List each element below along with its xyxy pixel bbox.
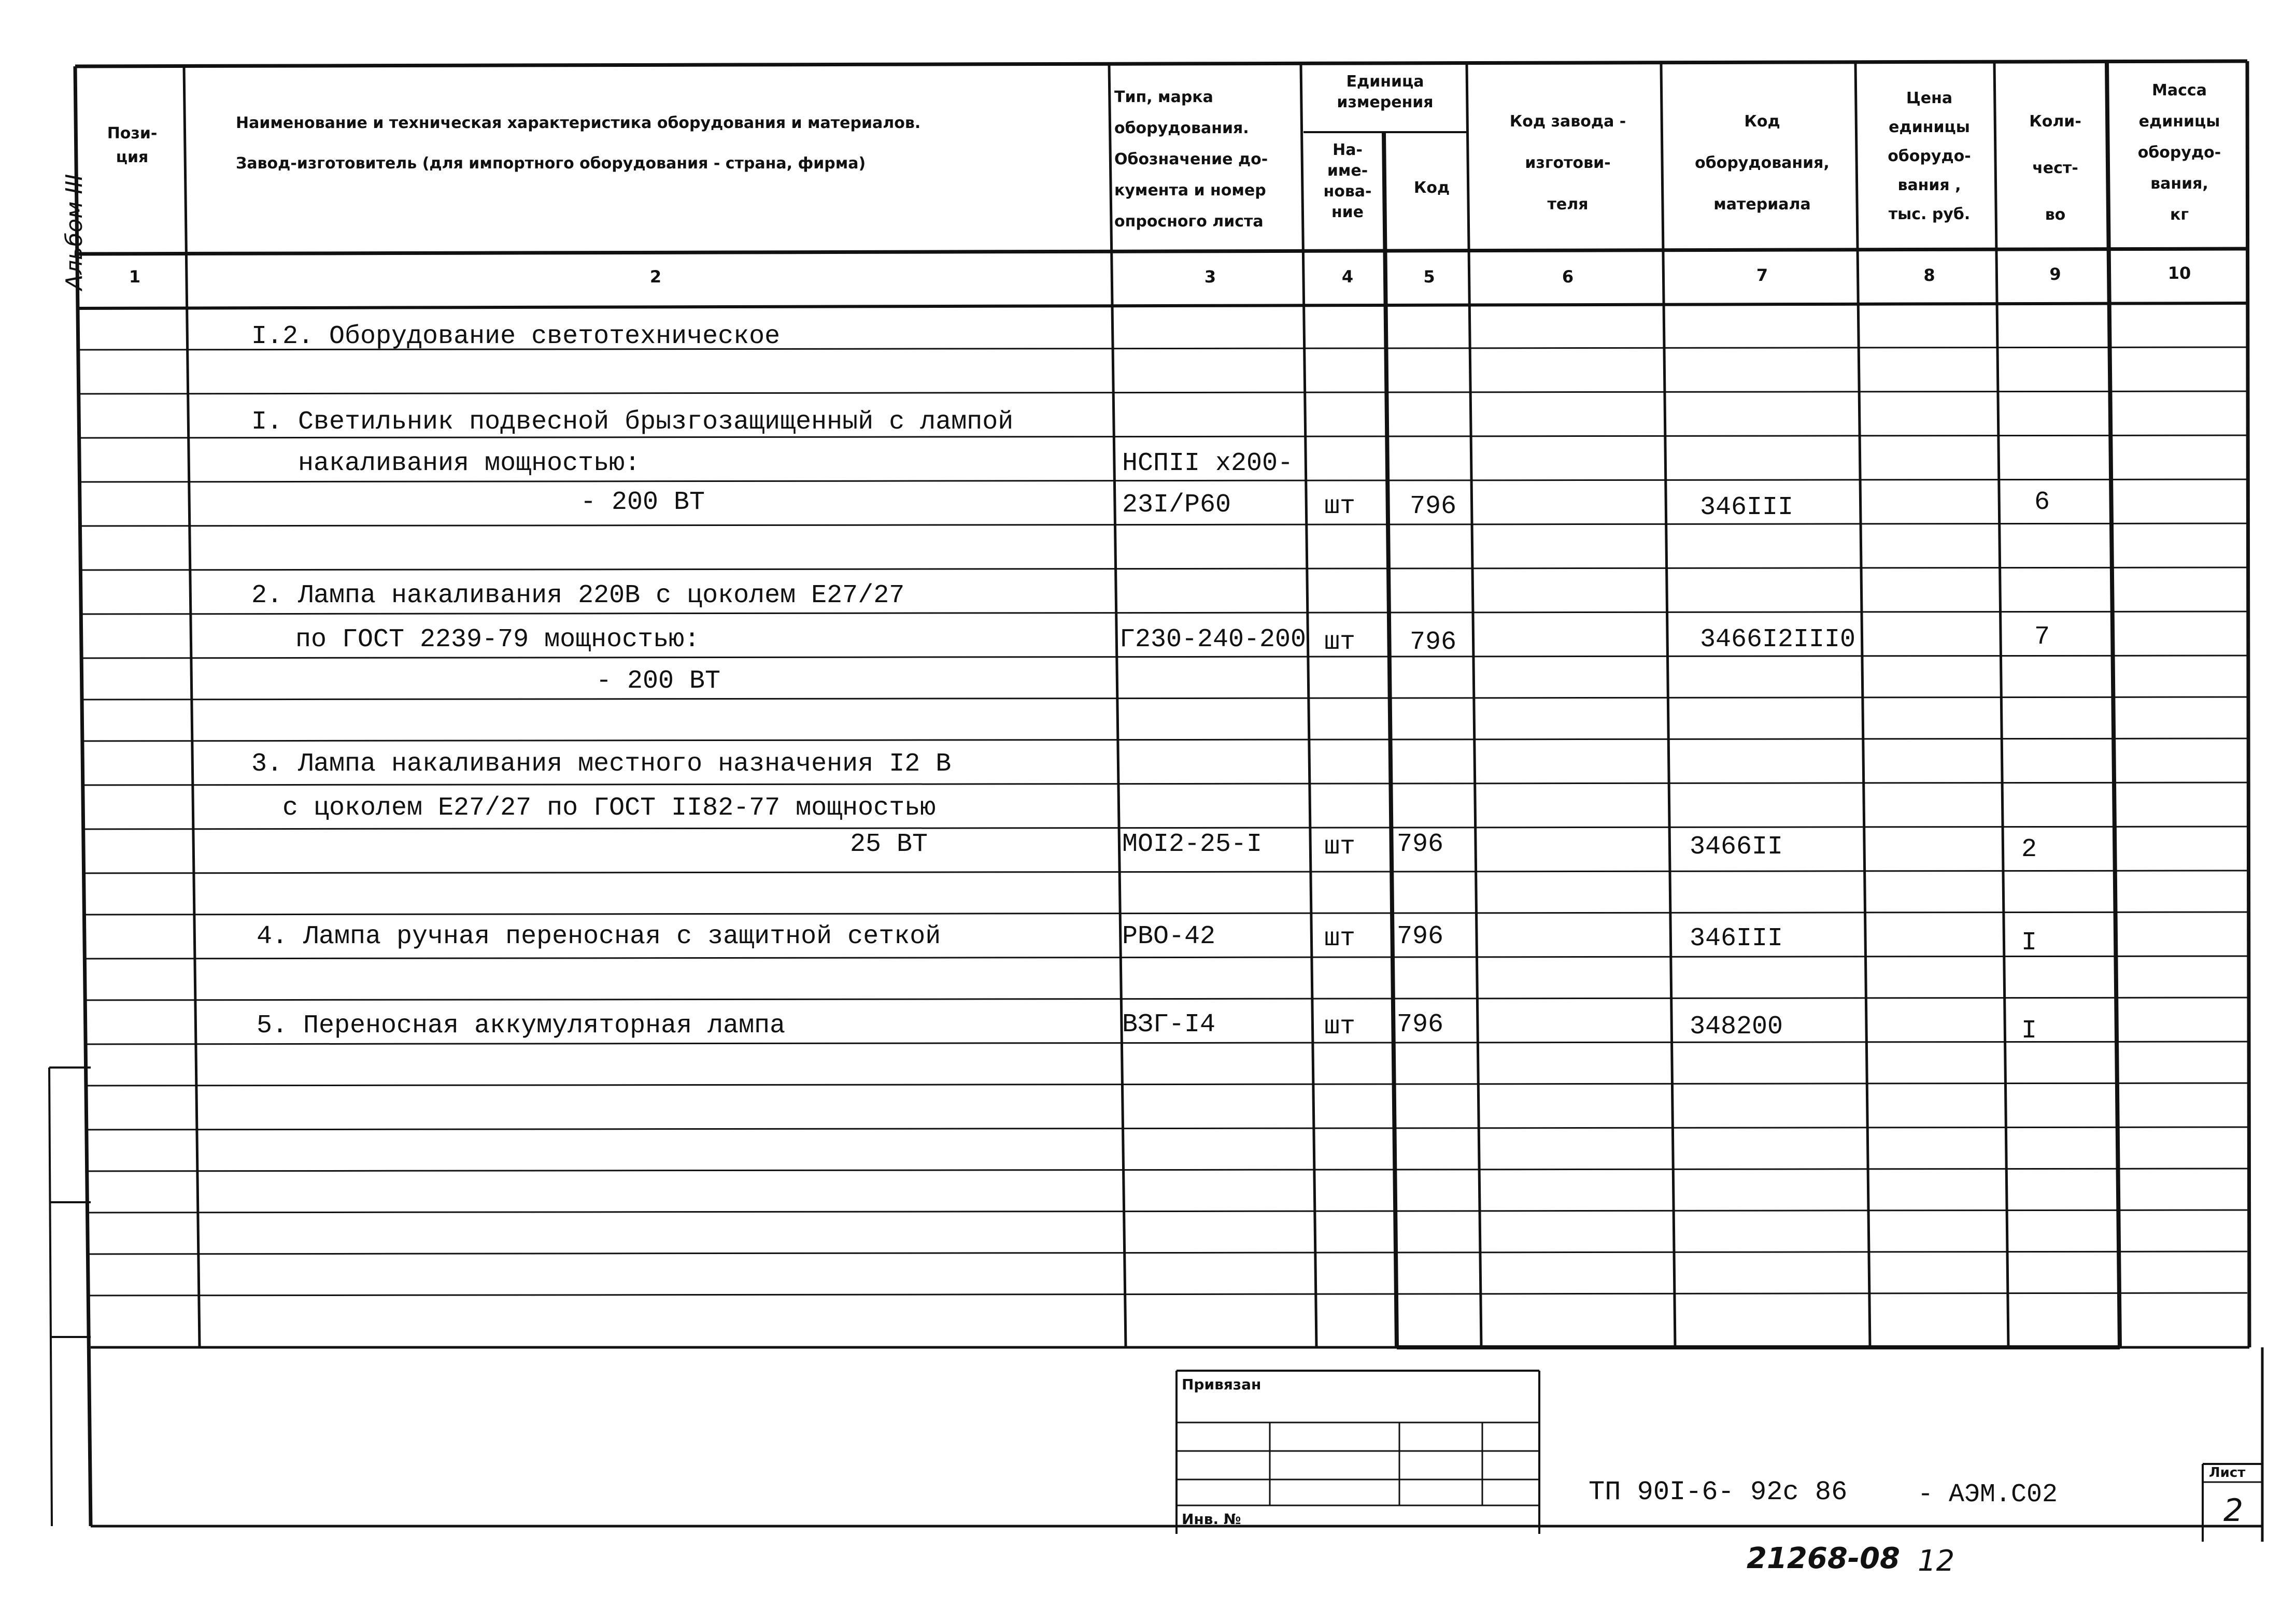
table-row-name: I. Светильник подвесной брызгозащищенный с лампой bbox=[251, 407, 1014, 437]
table-row-code: 796 bbox=[1397, 830, 1444, 859]
table-row-type: Г230-240-200 bbox=[1119, 625, 1307, 655]
table-row-name: 3. Лампа накаливания местного назначения I2 В bbox=[251, 749, 952, 779]
table-row-unit: шт bbox=[1324, 492, 1356, 521]
header-type: Тип, марка оборудования. Обозначение до- кумента и номер опросного листа bbox=[1114, 88, 1268, 231]
table-row-equip-code: 348200 bbox=[1690, 1012, 1783, 1042]
colnum-2: 2 bbox=[649, 267, 662, 287]
footer-archive-number: 21268-08 bbox=[1747, 1542, 1900, 1575]
table-row-code: 796 bbox=[1397, 922, 1444, 951]
side-note: Альбом III bbox=[61, 174, 88, 290]
stamp-attached: Привязан bbox=[1182, 1376, 1262, 1393]
table-row-unit: шт bbox=[1324, 924, 1356, 954]
colnum-8: 8 bbox=[1923, 265, 1935, 285]
table-row-unit: шт bbox=[1324, 832, 1356, 862]
table-row-name: по ГОСТ 2239-79 мощностью: bbox=[295, 625, 700, 655]
table-row-type: РВО-42 bbox=[1122, 922, 1216, 951]
table-row-name: 4. Лампа ручная переносная с защитной сеткой bbox=[257, 922, 941, 951]
table-row-name: - 200 ВТ bbox=[596, 666, 721, 696]
table-row-type: МОI2-25-I bbox=[1122, 830, 1263, 859]
stamp-sheet-label: Лист bbox=[2209, 1465, 2246, 1481]
table-row-name: 5. Переносная аккумуляторная лампа bbox=[257, 1011, 786, 1041]
colnum-9: 9 bbox=[2049, 264, 2061, 284]
colnum-3: 3 bbox=[1204, 267, 1216, 287]
header-unit-name: На- име- нова- ние bbox=[1323, 141, 1372, 221]
table-row-code: 796 bbox=[1410, 492, 1457, 521]
stamp-doc-code: ТП 90I-6- 92с 86 bbox=[1589, 1477, 1848, 1507]
stamp-doc-suffix: - АЭМ.С02 bbox=[1918, 1480, 2058, 1510]
header-unit-code: Код bbox=[1413, 179, 1450, 197]
table-row-type: НСПII х200- bbox=[1122, 449, 1294, 478]
table-row-equip-code: 346III bbox=[1700, 493, 1794, 522]
stamp-inv-no: Инв. № bbox=[1182, 1511, 1241, 1528]
table-row-qty: 2 bbox=[2021, 835, 2037, 864]
header-factory-code: Код завода - изготови- теля bbox=[1509, 112, 1626, 214]
table-row-type: 23I/Р60 bbox=[1122, 490, 1231, 520]
table-row-qty: I bbox=[2021, 928, 2037, 958]
colnum-4: 4 bbox=[1341, 267, 1354, 287]
section-title: I.2. Оборудование светотехническое bbox=[251, 322, 781, 351]
table-row-equip-code: 3466I2III0 bbox=[1700, 625, 1856, 655]
header-equipment-code: Код оборудования, материала bbox=[1695, 112, 1830, 214]
header-mass: Масса единицы оборудо- вания, кг bbox=[2137, 81, 2221, 224]
header-name: Наименование и техническая характеристика оборудования и материалов. Завод-изготовитель (для импортного оборудования - страна, фирма) bbox=[236, 114, 921, 173]
colnum-6: 6 bbox=[1562, 267, 1574, 287]
table-row-equip-code: 3466II bbox=[1690, 832, 1783, 862]
table-row-code: 796 bbox=[1410, 628, 1457, 657]
table-row-qty: 7 bbox=[2034, 622, 2050, 652]
table-row-qty: I bbox=[2021, 1016, 2037, 1046]
table-row-name: с цоколем Е27/27 по ГОСТ II82-77 мощностью bbox=[282, 793, 936, 823]
footer-page: 12 bbox=[1918, 1544, 1955, 1578]
colnum-5: 5 bbox=[1423, 267, 1435, 287]
table-row-name: 25 ВТ bbox=[850, 830, 928, 859]
table-row-code: 796 bbox=[1397, 1010, 1444, 1040]
table-row-equip-code: 346III bbox=[1690, 924, 1783, 954]
stamp-sheet-no: 2 bbox=[2223, 1492, 2244, 1529]
colnum-7: 7 bbox=[1756, 265, 1768, 285]
colnum-1: 1 bbox=[129, 267, 141, 287]
header-quantity: Коли- чест- во bbox=[2029, 112, 2081, 224]
table-row-type: ВЗГ-I4 bbox=[1122, 1010, 1216, 1040]
table-row-name: 2. Лампа накаливания 220В с цоколем Е27/27 bbox=[251, 581, 905, 610]
table-row-unit: шт bbox=[1324, 1012, 1356, 1042]
colnum-10: 10 bbox=[2167, 263, 2191, 283]
table-row-qty: 6 bbox=[2034, 488, 2050, 517]
table-row-unit: шт bbox=[1324, 628, 1356, 657]
header-unit-group: Единица измерения bbox=[1337, 73, 1434, 111]
header-position: Пози- ция bbox=[107, 124, 158, 166]
table-row-name: - 200 ВТ bbox=[580, 488, 705, 517]
header-price: Цена единицы оборудо- вания , тыс. руб. bbox=[1888, 89, 1971, 223]
table-row-name: накаливания мощностью: bbox=[298, 449, 641, 478]
